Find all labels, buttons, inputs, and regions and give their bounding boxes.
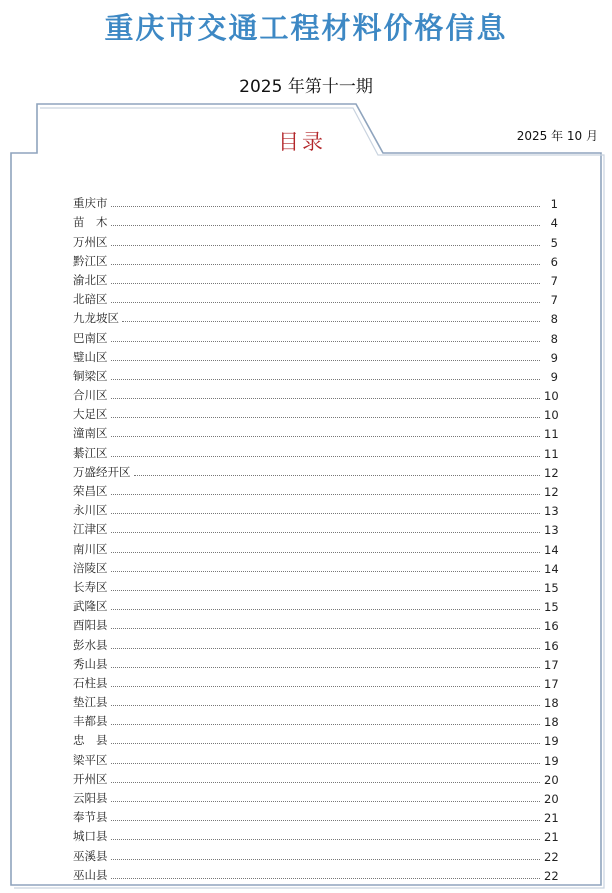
- toc-entry[interactable]: [73, 250, 559, 269]
- toc-title: 目录: [278, 130, 326, 154]
- toc-entry-label: 忠 县: [73, 733, 108, 748]
- toc-entry-label: 合川区: [73, 388, 108, 403]
- toc-entry[interactable]: [73, 729, 559, 748]
- toc-entry[interactable]: [73, 307, 559, 326]
- toc-entry-page: 14: [544, 542, 559, 557]
- toc-entry[interactable]: [73, 403, 559, 422]
- dot-leader: [111, 800, 541, 802]
- toc-entry-page: 5: [550, 235, 558, 250]
- toc-entry-page: 16: [544, 638, 559, 653]
- toc-entry[interactable]: [73, 192, 559, 211]
- toc-entry[interactable]: [73, 288, 559, 307]
- toc-entry-page: 9: [550, 350, 558, 365]
- dot-leader: [111, 723, 541, 725]
- toc-entry[interactable]: [73, 710, 559, 729]
- toc-entry[interactable]: [73, 614, 559, 633]
- dot-leader: [111, 397, 541, 399]
- toc-entry-label: 万盛经开区: [73, 464, 131, 479]
- toc-entry-page: 13: [544, 523, 559, 538]
- toc-entry[interactable]: [73, 557, 559, 576]
- toc-entry[interactable]: [73, 518, 559, 537]
- dot-leader: [111, 666, 541, 668]
- toc-entry[interactable]: [73, 691, 559, 710]
- toc-entry[interactable]: [73, 480, 559, 499]
- toc-entry[interactable]: [73, 537, 559, 556]
- dot-leader: [111, 493, 541, 495]
- toc-entry-label: 綦江区: [73, 445, 108, 460]
- toc-entry[interactable]: [73, 441, 559, 460]
- toc-entry-page: 12: [544, 465, 559, 480]
- toc-entry-label: 南川区: [73, 541, 108, 556]
- toc-entry[interactable]: [73, 825, 559, 844]
- toc-entry-label: 巴南区: [73, 330, 108, 345]
- dot-leader: [111, 838, 541, 840]
- toc-entry-page: 7: [550, 293, 558, 308]
- dot-leader: [111, 263, 541, 265]
- toc-entry-label: 北碚区: [73, 292, 108, 307]
- dot-leader: [111, 781, 541, 783]
- toc-entry[interactable]: [73, 595, 559, 614]
- toc-entry-page: 20: [544, 772, 559, 787]
- toc-entry-page: 19: [544, 734, 559, 749]
- toc-entry-label: 长寿区: [73, 579, 108, 594]
- toc-entry-page: 12: [544, 485, 559, 499]
- toc-entry-label: 梁平区: [73, 752, 108, 767]
- toc-entry-label: 渝北区: [73, 272, 108, 287]
- toc-entry[interactable]: [73, 844, 559, 863]
- dot-leader: [111, 282, 541, 284]
- toc-entry-label: 丰都县: [73, 714, 108, 729]
- dot-leader: [111, 435, 541, 437]
- dot-leader: [111, 608, 541, 610]
- dot-leader: [111, 704, 541, 706]
- toc-entry-label: 巫山县: [73, 867, 108, 882]
- dot-leader: [111, 531, 541, 533]
- toc-entry[interactable]: [73, 633, 559, 652]
- toc-entry-page: 17: [544, 657, 559, 672]
- dot-leader: [111, 551, 541, 553]
- toc-entry-page: 13: [544, 504, 559, 519]
- dot-leader: [134, 474, 541, 476]
- toc-entry[interactable]: [73, 768, 559, 787]
- table-of-contents: [73, 192, 559, 883]
- toc-entry-page: 6: [550, 254, 558, 269]
- toc-entry-label: 荣昌区: [73, 484, 108, 498]
- toc-entry-page: 20: [544, 792, 559, 806]
- toc-entry-label: 涪陵区: [73, 560, 108, 575]
- toc-entry-label: 苗 木: [73, 215, 108, 230]
- toc-entry-page: 4: [550, 216, 558, 231]
- toc-entry[interactable]: [73, 384, 559, 403]
- publication-date: 2025 年 10 月: [516, 129, 598, 143]
- toc-entry[interactable]: [73, 365, 559, 384]
- toc-entry-page: 14: [544, 561, 559, 576]
- toc-entry-page: 9: [550, 369, 558, 384]
- toc-entry-label: 奉节县: [73, 810, 108, 825]
- toc-entry[interactable]: [73, 346, 559, 365]
- toc-entry-page: 16: [544, 619, 559, 634]
- dot-leader: [111, 742, 541, 744]
- toc-entry-page: 8: [550, 312, 558, 327]
- toc-entry-page: 11: [544, 427, 559, 442]
- dot-leader: [111, 512, 541, 514]
- toc-entry[interactable]: [73, 576, 559, 595]
- dot-leader: [111, 224, 541, 226]
- toc-entry-page: 21: [544, 811, 559, 826]
- dot-leader: [111, 858, 541, 860]
- toc-entry[interactable]: [73, 326, 559, 345]
- toc-entry-label: 酉阳县: [73, 618, 108, 633]
- dot-leader: [111, 416, 541, 418]
- toc-entry-page: 17: [544, 676, 559, 691]
- toc-entry[interactable]: [73, 422, 559, 441]
- toc-entry-label: 城口县: [73, 829, 108, 844]
- toc-entry-page: 22: [544, 849, 559, 864]
- dot-leader: [111, 340, 541, 342]
- toc-entry[interactable]: [73, 787, 559, 806]
- dot-leader: [111, 244, 541, 246]
- toc-entry-page: 22: [544, 868, 559, 883]
- toc-entry-page: 15: [544, 600, 559, 615]
- toc-entry-label: 巫溪县: [73, 848, 108, 863]
- toc-entry-label: 江津区: [73, 522, 108, 537]
- toc-entry-page: 18: [544, 715, 559, 730]
- dot-leader: [111, 205, 541, 207]
- toc-entry-label: 云阳县: [73, 791, 108, 805]
- toc-entry[interactable]: [73, 211, 559, 230]
- toc-entry-label: 武隆区: [73, 599, 108, 614]
- dot-leader: [111, 819, 541, 821]
- toc-entry-label: 万州区: [73, 234, 108, 249]
- toc-entry-page: 1: [550, 197, 558, 212]
- toc-entry-label: 九龙坡区: [73, 311, 119, 326]
- toc-entry-label: 彭水县: [73, 637, 108, 652]
- toc-entry[interactable]: [73, 230, 559, 249]
- toc-entry-page: 11: [544, 446, 559, 461]
- toc-entry[interactable]: [73, 499, 559, 518]
- toc-entry-page: 7: [550, 273, 558, 288]
- toc-entry-label: 大足区: [73, 407, 108, 422]
- dot-leader: [122, 320, 540, 322]
- toc-entry-label: 铜梁区: [73, 368, 108, 383]
- dot-leader: [111, 877, 541, 879]
- dot-leader: [111, 455, 541, 457]
- dot-leader: [111, 589, 541, 591]
- toc-entry[interactable]: [73, 748, 559, 767]
- toc-entry-label: 秀山县: [73, 656, 108, 671]
- toc-entry[interactable]: [73, 864, 559, 883]
- toc-entry-page: 19: [544, 753, 559, 768]
- toc-entry-page: 8: [550, 331, 558, 346]
- toc-entry-page: 15: [544, 580, 559, 595]
- toc-entry-label: 石柱县: [73, 675, 108, 690]
- toc-entry-page: 21: [544, 830, 559, 845]
- toc-entry-label: 永川区: [73, 503, 108, 518]
- toc-entry-label: 垫江县: [73, 695, 108, 710]
- toc-entry-label: 潼南区: [73, 426, 108, 441]
- toc-entry-page: 10: [544, 408, 559, 423]
- dot-leader: [111, 359, 541, 361]
- toc-entry-label: 黔江区: [73, 253, 108, 268]
- toc-entry-page: 18: [544, 696, 559, 711]
- document-title: 重庆市交通工程材料价格信息: [104, 11, 508, 45]
- toc-entry[interactable]: [73, 269, 559, 288]
- dot-leader: [111, 570, 541, 572]
- dot-leader: [111, 762, 541, 764]
- dot-leader: [111, 627, 541, 629]
- toc-entry-label: 重庆市: [73, 196, 108, 211]
- dot-leader: [111, 378, 541, 380]
- toc-entry[interactable]: [73, 461, 559, 480]
- toc-entry[interactable]: [73, 672, 559, 691]
- toc-entry-label: 璧山区: [73, 349, 108, 364]
- toc-entry[interactable]: [73, 806, 559, 825]
- toc-entry-label: 开州区: [73, 771, 108, 786]
- dot-leader: [111, 647, 541, 649]
- dot-leader: [111, 301, 541, 303]
- toc-entry[interactable]: [73, 653, 559, 672]
- toc-entry-page: 10: [544, 389, 559, 404]
- dot-leader: [111, 685, 541, 687]
- issue-number: 2025 年第十一期: [239, 77, 373, 97]
